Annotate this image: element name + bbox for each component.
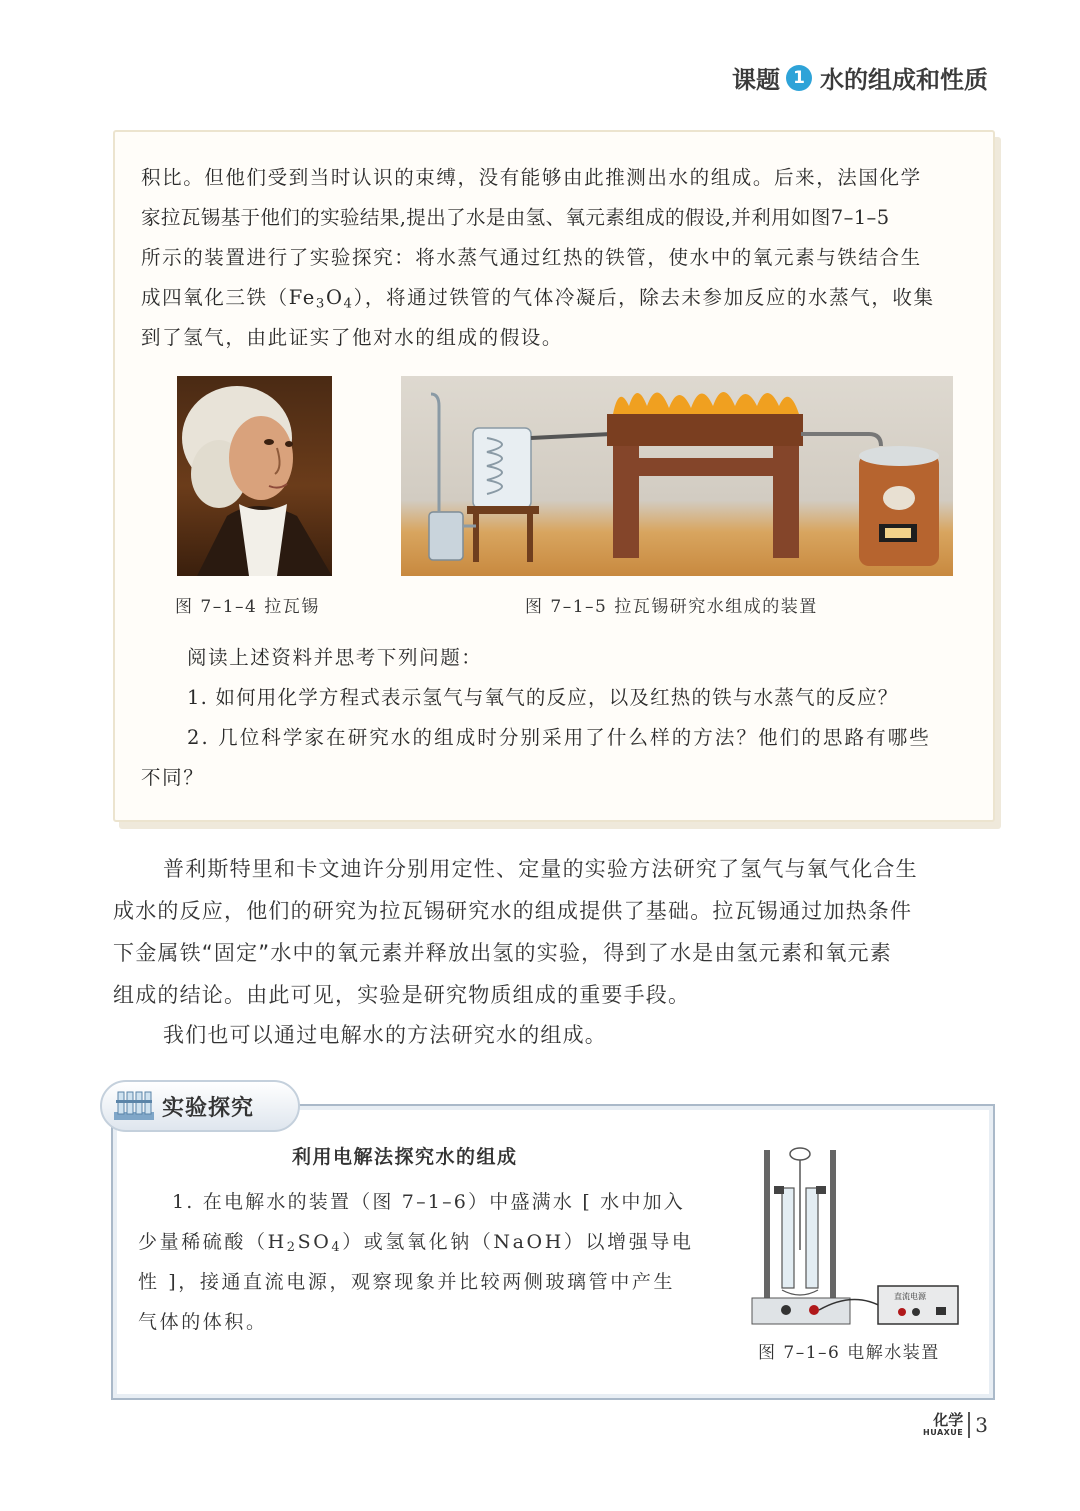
experiment-line: 气体的体积。 [138, 1311, 268, 1333]
experiment-line: 性 ]，接通直流电源，观察现象并比较两侧玻璃管中产生 [138, 1271, 676, 1293]
experiment-line-formula: 少量稀硫酸$(H_2SO_4)$或氢氧化钠（NaOH）以增强导电 [138, 1231, 694, 1256]
experiment-text [138, 1182, 712, 1342]
question-intro: 阅读上述资料并思考下列问题： [187, 646, 483, 669]
experiment-line: 1. 在电解水的装置（图 7–1–6）中盛满水 [ 水中加入 [172, 1191, 685, 1213]
experiment-title: 利用电解法探究水的组成 [292, 1146, 518, 1168]
question-2: 2. 几位科学家在研究水的组成时分别采用了什么样的方法？他们的思路有哪些 [187, 726, 931, 749]
subject-mark [923, 1412, 963, 1438]
lesson-number-badge: 1 [786, 65, 812, 91]
lavoisier-apparatus-image [401, 376, 953, 576]
lesson-title: 水的组成和性质 [820, 66, 988, 94]
reading-line: 到了氢气，由此证实了他对水的组成的假设。 [141, 326, 564, 349]
figure-7-1-5-caption: 图 7–1–5 拉瓦锡研究水组成的装置 [525, 597, 818, 617]
subject-name: 化学 [933, 1411, 964, 1429]
reading-box [113, 130, 995, 822]
question-2-continued: 不同？ [141, 766, 205, 789]
figure-7-1-4-caption: 图 7–1–4 拉瓦锡 [175, 597, 320, 617]
page-footer [923, 1412, 988, 1438]
body-paragraph-line: 下金属铁“固定”水中的氧元素并释放出氢的实验，得到了水是由氢元素和氧元素 [113, 941, 892, 965]
reading-line-formula: 成四氧化三铁$(Fe_3O_4)$，将通过铁管的气体冷凝后，除去未参加反应的水蒸气，收集 [141, 286, 935, 312]
body-paragraph-line: 普利斯特里和卡文迪许分别用定性、定量的实验方法研究了氢气与氧气化合生 [163, 857, 918, 881]
reading-line: 积比。但他们受到当时认识的束缚，没有能够由此推测出水的组成。后来，法国化学 [141, 166, 922, 189]
reading-line: 所示的装置进行了实验探究：将水蒸气通过红热的铁管，使水中的氧元素与铁结合生 [141, 246, 922, 269]
lesson-header [732, 60, 988, 95]
page-number: 3 [975, 1413, 988, 1437]
lavoisier-portrait-image [177, 376, 332, 576]
body-paragraph-2: 我们也可以通过电解水的方法研究水的组成。 [163, 1023, 607, 1047]
lesson-prefix: 课题 [732, 66, 780, 94]
electrolysis-apparatus-image [744, 1140, 966, 1330]
experiment-tab [100, 1080, 300, 1132]
question-1: 1. 如何用化学方程式表示氢气与氧气的反应，以及红热的铁与水蒸气的反应？ [187, 686, 899, 709]
body-paragraph-line: 成水的反应，他们的研究为拉瓦锡研究水的组成提供了基础。拉瓦锡通过加热条件 [113, 899, 913, 923]
subject-pinyin: HUAXUE [923, 1428, 964, 1437]
footer-divider [968, 1412, 970, 1438]
body-paragraph-line: 组成的结论。由此可见，实验是研究物质组成的重要手段。 [113, 983, 691, 1007]
figure-7-1-6-caption: 图 7–1–6 电解水装置 [758, 1343, 940, 1363]
power-supply-label: 直流电源 [894, 1292, 926, 1301]
reading-line: 家拉瓦锡基于他们的实验结果,提出了水是由氢、氧元素组成的假设,并利用如图7–1–5 [141, 206, 890, 229]
test-tube-rack-icon [112, 1086, 156, 1126]
experiment-tab-label: 实验探究 [162, 1095, 255, 1121]
